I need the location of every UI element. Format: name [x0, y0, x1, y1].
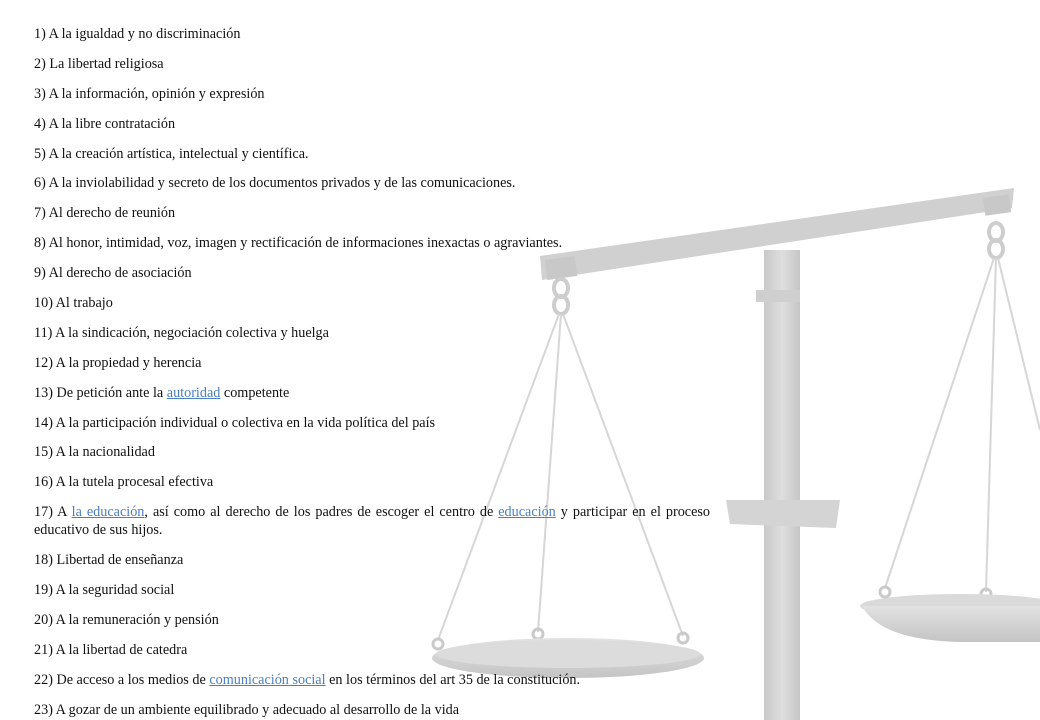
list-item: 23) A gozar de un ambiente equilibrado y adecuado al desarrollo de la vida	[34, 701, 460, 718]
list-item: 21) A la libertad de catedra	[34, 641, 188, 658]
list-item: 16) A la tutela procesal efectiva	[34, 474, 214, 491]
item-text: competente	[220, 384, 290, 401]
list-item: 15) A la nacionalidad	[34, 444, 155, 461]
educacion-link[interactable]: educación	[498, 504, 556, 521]
list-item: 1) A la igualdad y no discriminación	[34, 26, 241, 42]
list-item: 20) A la remuneración y pensión	[34, 612, 219, 629]
list-item: 9) Al derecho de asociación	[34, 265, 192, 282]
list-item: 2) La libertad religiosa	[34, 55, 164, 72]
item-text: 13) De petición ante la	[34, 384, 167, 401]
list-item: 19) A la seguridad social	[34, 582, 175, 599]
list-item: 14) A la participación individual o colectiva en la vida política del país	[34, 414, 436, 431]
item-text: y participar en el proceso educativo de sus hijos.	[34, 504, 711, 539]
list-item: 11) A la sindicación, negociación colectiva y huelga	[34, 324, 329, 341]
item-text: , así como al derecho de los padres de escoger el centro de	[144, 504, 499, 521]
list-item: 6) A la inviolabilidad y secreto de los documentos privados y de las comunicaciones.	[34, 175, 516, 192]
list-item: 8) Al honor, intimidad, voz, imagen y rectificación de informaciones inexactas o agraviantes.	[34, 235, 563, 252]
list-item: 4) A la libre contratación	[34, 115, 176, 132]
rights-list	[34, 25, 710, 720]
list-item: 12) A la propiedad y herencia	[34, 354, 202, 371]
item-text: en los términos del art 35 de la constitución.	[325, 671, 581, 688]
list-item: 18) Libertad de enseñanza	[34, 552, 184, 569]
list-item: 7) Al derecho de reunión	[34, 205, 176, 222]
list-item: 10) Al trabajo	[34, 295, 113, 312]
autoridad-link[interactable]: autoridad	[166, 384, 221, 401]
list-item: 3) A la información, opinión y expresión	[34, 85, 265, 102]
item-text: 17) A	[34, 504, 72, 521]
list-item	[34, 384, 710, 402]
list-item: 5) A la creación artística, intelectual y científica.	[34, 145, 309, 162]
list-item	[34, 503, 710, 539]
item-text: 22) De acceso a los medios de	[34, 671, 210, 688]
list-item	[34, 671, 710, 689]
comunicacion-social-link[interactable]: comunicación social	[209, 671, 326, 688]
la-educacion-link[interactable]: la educación	[71, 504, 145, 521]
